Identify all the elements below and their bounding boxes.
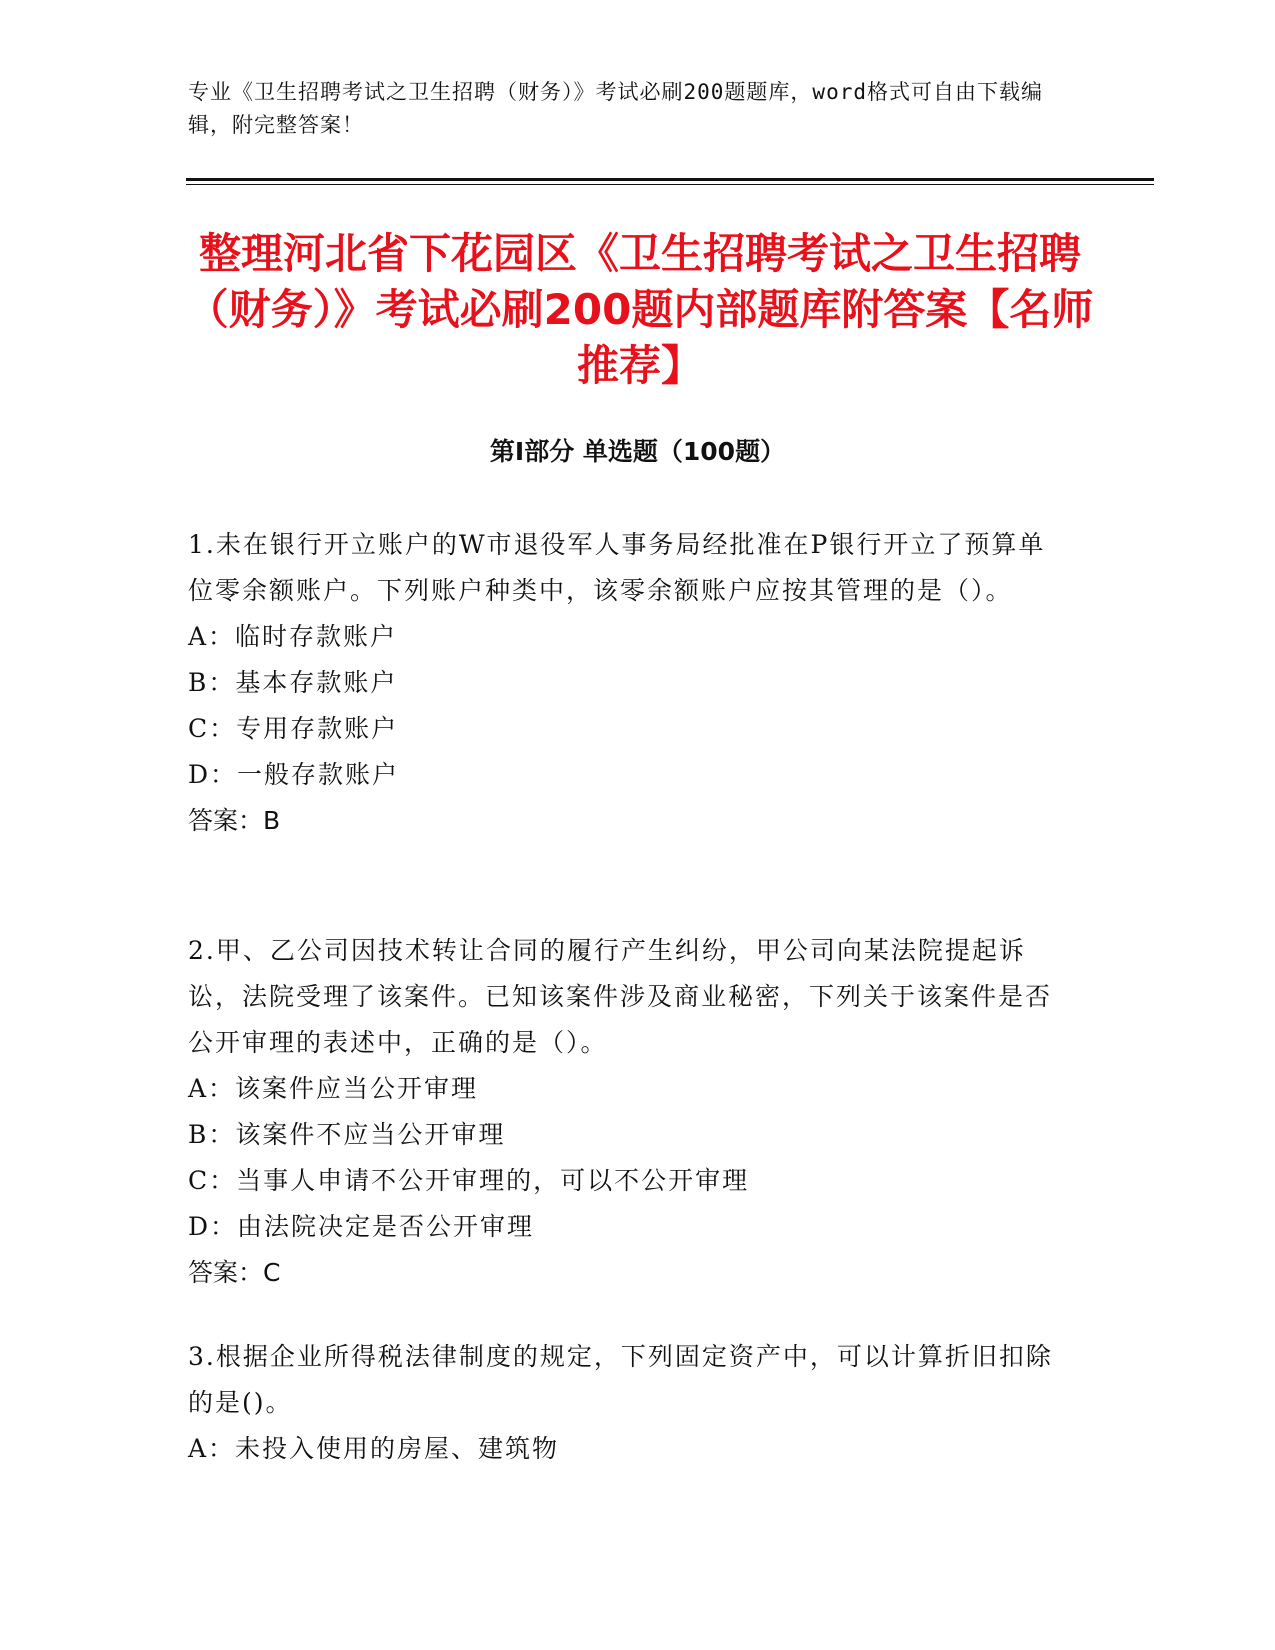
question-2 (188, 928, 1068, 1296)
question-text: 1.未在银行开立账户的W市退役军人事务局经批准在P银行开立了预算单位零余额账户。下列账户种类中，该零余额账户应按其管理的是（）。 (188, 530, 1046, 605)
header-divider-thin (186, 184, 1154, 185)
question-text: 2.甲、乙公司因技术转让合同的履行产生纠纷，甲公司向某法院提起诉讼，法院受理了该案件。已知该案件涉及商业秘密，下列关于该案件是否公开审理的表述中，正确的是（）。 (188, 936, 1053, 1057)
document-title: 整理河北省下花园区《卫生招聘考试之卫生招聘（财务）》考试必刷200题内部题库附答案【名师推荐】 (186, 229, 1094, 390)
option-a: A：该案件应当公开审理 (188, 1074, 479, 1103)
answer: 答案：B (188, 806, 281, 835)
option-a: A：临时存款账户 (188, 622, 398, 651)
option-a: A：未投入使用的房屋、建筑物 (188, 1434, 560, 1463)
question-3 (188, 1334, 1068, 1472)
answer: 答案：C (188, 1258, 281, 1287)
question-1 (188, 522, 1068, 844)
section-title: 第Ⅰ部分 单选题（100题） (489, 437, 786, 466)
option-b: B：该案件不应当公开审理 (188, 1120, 506, 1149)
option-c: C：专用存款账户 (188, 714, 399, 743)
header-note: 专业《卫生招聘考试之卫生招聘（财务）》考试必刷200题题库，word格式可自由下载编辑，附完整答案！ (188, 80, 1043, 137)
option-d: D：一般存款账户 (188, 760, 400, 789)
option-c: C：当事人申请不公开审理的，可以不公开审理 (188, 1166, 750, 1195)
header-divider-thick (186, 178, 1154, 181)
option-d: D：由法院决定是否公开审理 (188, 1212, 535, 1241)
question-text: 3.根据企业所得税法律制度的规定，下列固定资产中，可以计算折旧扣除的是()。 (188, 1342, 1053, 1417)
option-b: B：基本存款账户 (188, 668, 398, 697)
